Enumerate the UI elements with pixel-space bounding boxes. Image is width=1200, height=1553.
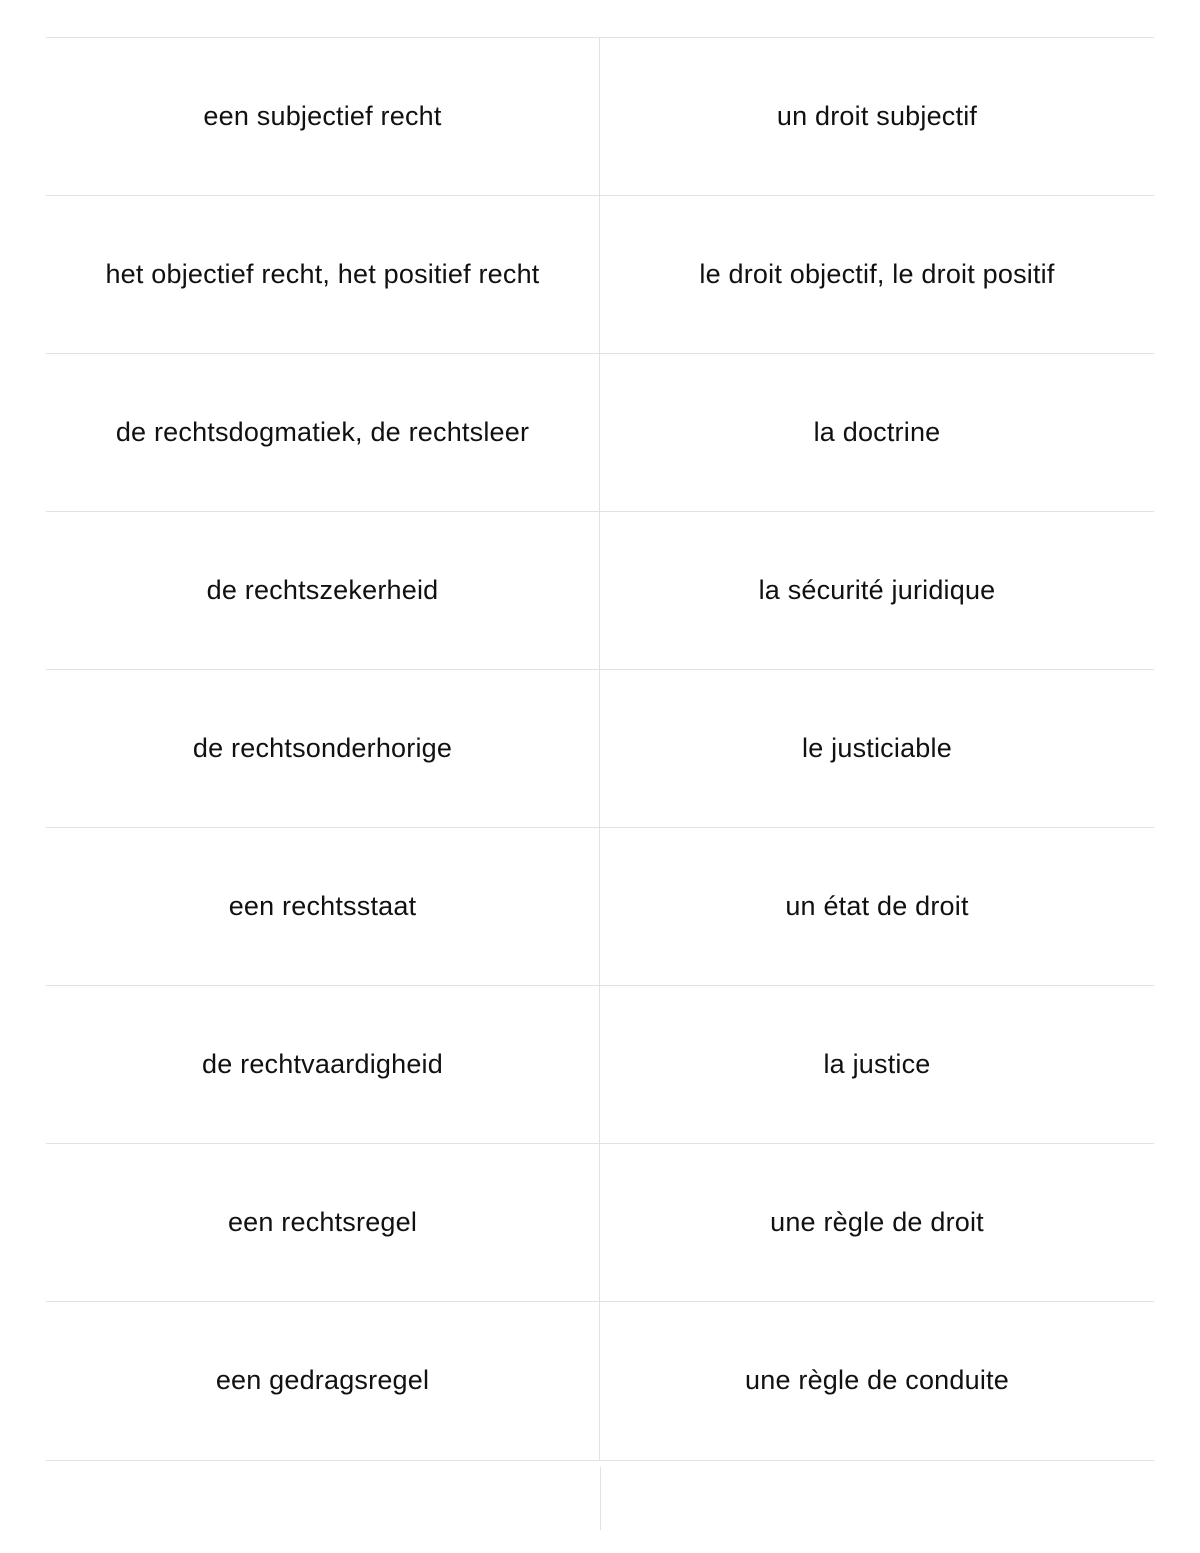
card-term-french: le droit objectif, le droit positif [699,259,1055,289]
card-term-french: une règle de conduite [745,1365,1009,1396]
card-term-french: la doctrine [813,417,941,447]
card-term-french: un état de droit [785,891,969,921]
card-row [46,669,1154,827]
card-row [46,827,1154,985]
card-row [46,37,1154,195]
card-row [46,1301,1154,1461]
card-row [46,985,1154,1143]
column-divider-tail [600,1467,601,1530]
card-row [46,511,1154,669]
card-row [46,1143,1154,1301]
card-term-dutch: een rechtsstaat [46,828,600,985]
card-term-dutch: een gedragsregel [46,1302,600,1460]
card-row [46,353,1154,511]
card-term-french: une règle de droit [770,1207,984,1237]
card-term-french: la sécurité juridique [758,575,996,605]
card-row [46,195,1154,353]
flashcard-sheet [46,37,1154,1461]
card-term-french: le justiciable [802,733,952,763]
card-term-dutch: de rechtsdogmatiek, de rechtsleer [46,354,600,511]
card-term-dutch: een subjectief recht [46,38,600,195]
card-term-dutch: de rechtsonderhorige [46,670,600,827]
card-term-dutch: het objectief recht, het positief recht [46,196,600,353]
card-term-dutch: de rechtvaardigheid [46,986,600,1143]
card-term-dutch: een rechtsregel [46,1144,600,1301]
card-term-dutch: de rechtszekerheid [46,512,600,669]
card-term-french: un droit subjectif [776,101,978,131]
card-term-french: la justice [823,1049,931,1079]
